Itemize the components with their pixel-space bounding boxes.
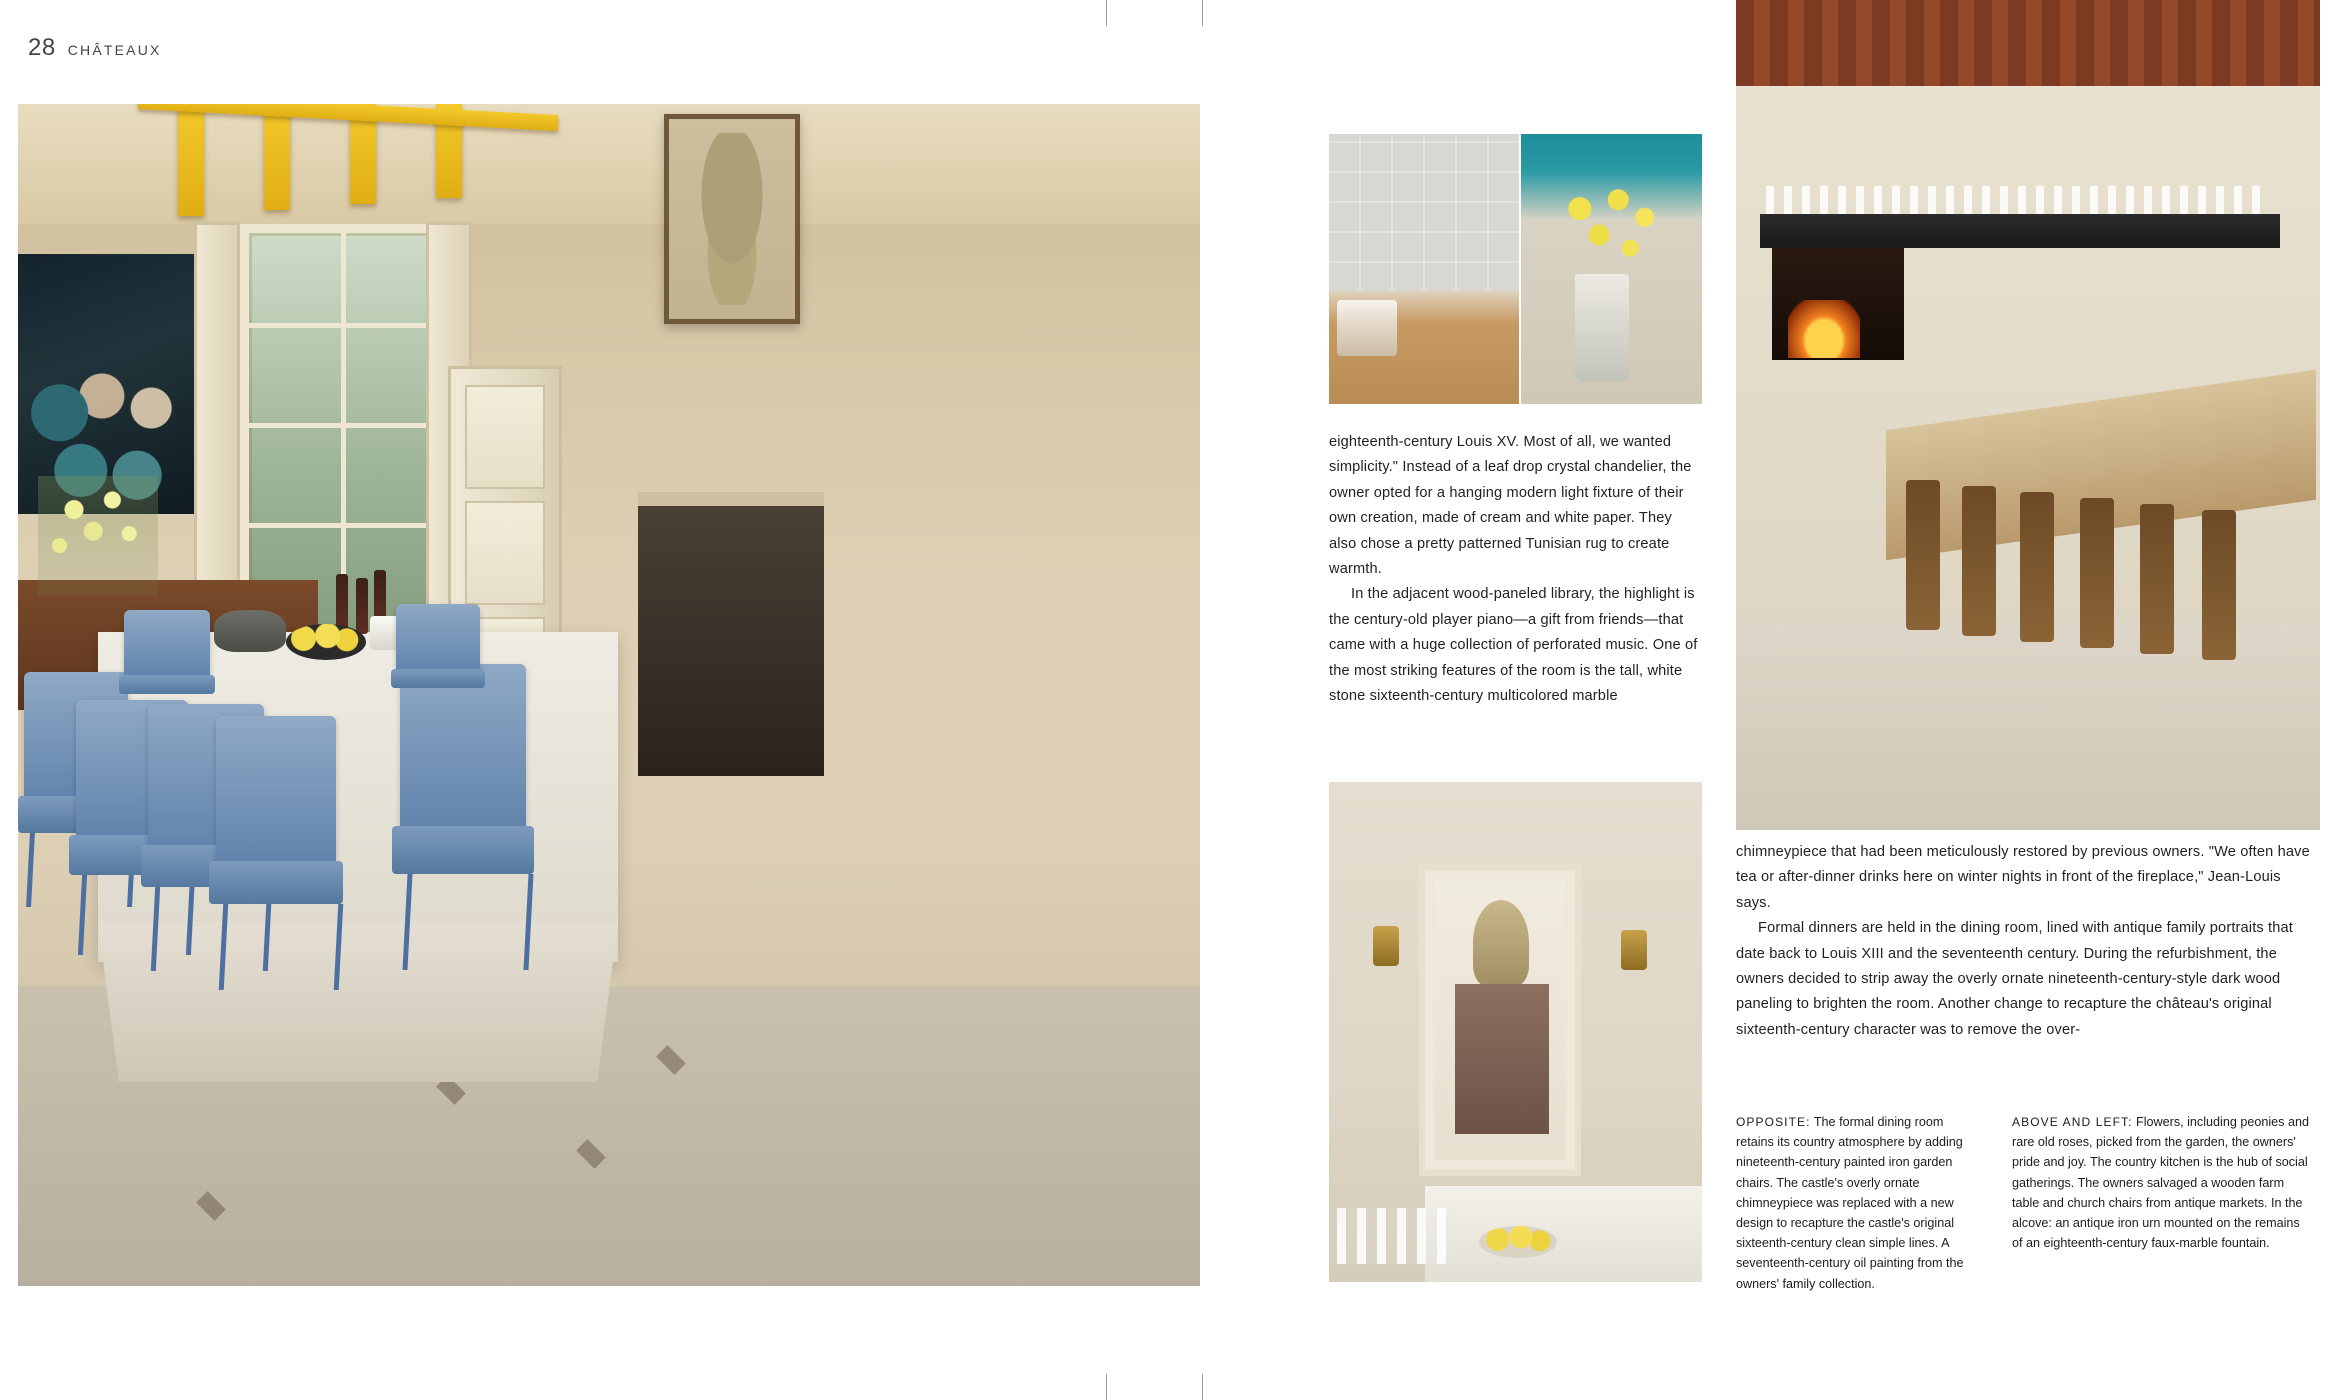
family-portrait-painting (18, 254, 218, 514)
range-hood (1760, 214, 2280, 248)
church-chair (2080, 498, 2114, 648)
church-chair (1962, 486, 1996, 636)
fire-flames (1788, 300, 1860, 358)
body-column-right (1736, 840, 2316, 1043)
crop-mark-bottom-left (1106, 1374, 1107, 1400)
crop-mark-top-right (1202, 0, 1203, 26)
iron-urn (1473, 900, 1529, 986)
chair-back (396, 604, 480, 674)
glass-bottle-shelf (1766, 186, 2270, 216)
chair-seat (119, 675, 215, 694)
chair-seat (209, 861, 343, 904)
blue-garden-chair (216, 716, 336, 984)
running-head: CHÂTEAUX (67, 42, 162, 58)
window-mullion-horizontal (249, 523, 433, 528)
chair-back (216, 716, 336, 871)
chair-seat (391, 669, 485, 688)
paragraph: chimneypiece that had been meticulously restored by previous owners. "We often have tea or after-dinner drinks here on winter nights in front of the fireplace," Jean-Louis says. (1736, 844, 2310, 911)
window-mullion-horizontal (249, 423, 433, 428)
folio (28, 34, 162, 62)
glass-vase (1575, 274, 1629, 382)
yellow-flowers-vase-photo (1521, 134, 1702, 404)
floor-tile (656, 1045, 686, 1075)
church-chair (2202, 510, 2236, 660)
chair-legs (403, 874, 534, 970)
paragraph: In the adjacent wood-paneled library, the highlight is the century-old player piano—a gift from friends—that came with a huge collection of perforated music. One of the most striking features of the room is the tall, white stone sixteenth-century multicolored marble (1329, 586, 1698, 705)
wall-sconce-right (1621, 930, 1647, 970)
crop-mark-bottom-right (1202, 1374, 1203, 1400)
chair-back (124, 610, 210, 680)
blue-garden-chair (124, 610, 210, 730)
kitchen-beamed-ceiling (1736, 0, 2320, 86)
lemon-bowl (1479, 1226, 1557, 1258)
stone-fireplace (638, 492, 824, 776)
caption-opposite (1736, 1112, 1983, 1294)
lemon-bowl (286, 624, 366, 660)
dining-room-photo (18, 104, 1200, 1286)
peony-bouquet (1367, 184, 1487, 304)
caption-lead: OPPOSITE: (1736, 1115, 1811, 1129)
caption-text: Flowers, including peonies and rare old roses, picked from the garden, the owners' pride and joy. The country kitchen is the hub of social gatherings. The owners salvaged a wooden farm table and church chairs from antique markets. In the alcove: an antique iron urn mounted on the remains of an eighteenth-century faux-marble fountain. (2012, 1115, 2309, 1251)
glassware-group (1337, 300, 1397, 356)
chair-seat (392, 826, 533, 874)
church-chair (1906, 480, 1940, 630)
caption-text: The formal dining room retains its country atmosphere by adding nineteenth-century painted iron garden chairs. The castle's overly ornate chimneypiece was replaced with a new design to recapture the castle's original sixteenth-century clean simple lines. A seventeenth-century oil painting from the owners' family collection. (1736, 1115, 1964, 1291)
floor-tile (576, 1139, 606, 1169)
faux-marble-plinth (1455, 984, 1549, 1134)
paragraph: eighteenth-century Louis XV. Most of all, we wanted simplicity." Instead of a leaf drop crystal chandelier, the owner opted for a hanging modern light fixture of their own creation, made of cream and white paper. They also chose a pretty patterned Tunisian rug to create warmth. (1329, 434, 1692, 578)
wine-bottle (356, 578, 368, 634)
country-kitchen-photo (1736, 0, 2320, 830)
door-panel (465, 501, 545, 605)
tapestry-motif (683, 133, 781, 305)
church-chair-row (1896, 470, 2296, 660)
portrait-figures (28, 264, 204, 504)
ceiling-beam (178, 104, 204, 216)
wall-sconce-left (1373, 926, 1399, 966)
glass-stemware (1337, 1208, 1457, 1264)
framed-tapestry (664, 114, 800, 324)
flower-vase (38, 476, 158, 596)
soup-tureen (214, 610, 286, 652)
chair-legs (219, 904, 344, 990)
paragraph: Formal dinners are held in the dining room, lined with antique family portraits that date back to Louis XIII and the seventeenth century. During the refurbishment, the owners decided to strip away the overly ornate nineteenth-century-style dark wood paneling to brighten the room. Another change to recapture the château's original sixteenth-century character was to remove the over- (1736, 920, 2293, 1038)
peonies-kitchen-counter-photo (1329, 134, 1519, 404)
church-chair (2140, 504, 2174, 654)
church-chair (2020, 492, 2054, 642)
caption-lead: ABOVE AND LEFT: (2012, 1115, 2133, 1129)
window-mullion-horizontal (249, 323, 433, 328)
blue-garden-chair (396, 604, 480, 724)
caption-above-and-left (2012, 1112, 2312, 1253)
alcove-urn-photo (1329, 782, 1702, 1282)
draped-table (1425, 1186, 1702, 1282)
body-column-middle (1329, 430, 1701, 709)
page-number: 28 (28, 34, 56, 61)
door-panel (465, 385, 545, 489)
wine-bottle (336, 574, 348, 630)
ceiling-beam (264, 104, 290, 210)
floor-tile (196, 1191, 226, 1221)
crop-mark-top-left (1106, 0, 1107, 26)
